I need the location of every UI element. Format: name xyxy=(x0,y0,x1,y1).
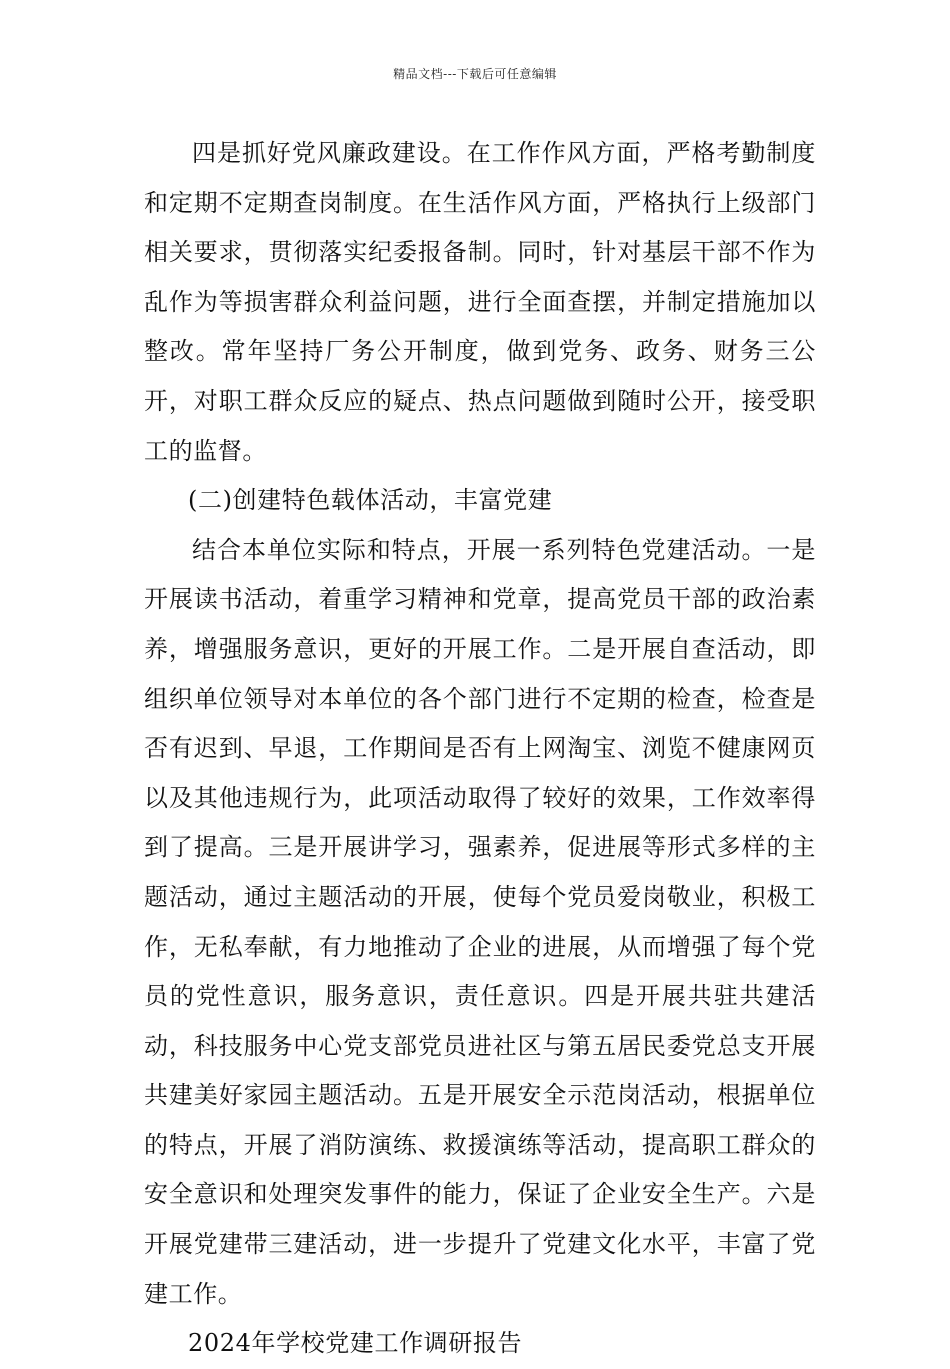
section-heading-featured-activities: (二)创建特色载体活动，丰富党建 xyxy=(188,486,553,515)
paragraph-featured-activities: 结合本单位实际和特点，开展一系列特色党建活动。一是开展读书活动，着重学习精神和党章，提高党员干部的政治素养，增强服务意识，更好的开展工作。二是开展自查活动，即组织单位领导对本单位的各个部门进行不定期的检查，检查是否有迟到、早退，工作期间是否有上网淘宝、浏览不健康网页以及其他违规行为，此项活动取得了较好的效果，工作效率得到了提高。三是开展讲学习，强素养，促进展等形式多样的主题活动，通过主题活动的开展，使每个党员爱岗敬业，积极工作，无私奉献，有力地推动了企业的进展，从而增强了每个党员的党性意识，服务意识，责任意识。四是开展共驻共建活动，科技服务中心党支部党员进社区与第五居民委党总支开展共建美好家园主题活动。五是开展安全示范岗活动，根据单位的特点，开展了消防演练、救援演练等活动，提高职工群众的安全意识和处理突发事件的能力，保证了企业安全生产。六是开展党建带三建活动，进一步提升了党建文化水平，丰富了党建工作。 xyxy=(144,535,816,1308)
report-title-heading: 2024年学校党建工作调研报告 xyxy=(188,1329,523,1358)
paragraph-party-conduct: 四是抓好党风廉政建设。在工作作风方面，严格考勤制度和定期不定期查岗制度。在生活作风方面，严格执行上级部门相关要求，贯彻落实纪委报备制。同时，针对基层干部不作为乱作为等损害群众利益问题，进行全面查摆，并制定措施加以整改。常年坚持厂务公开制度，做到党务、政务、财务三公开，对职工群众反应的疑点、热点问题做到随时公开，接受职工的监督。 xyxy=(144,139,816,465)
page-header: 精品文档---下载后可任意编辑 xyxy=(393,67,557,81)
document-body xyxy=(144,129,816,1369)
